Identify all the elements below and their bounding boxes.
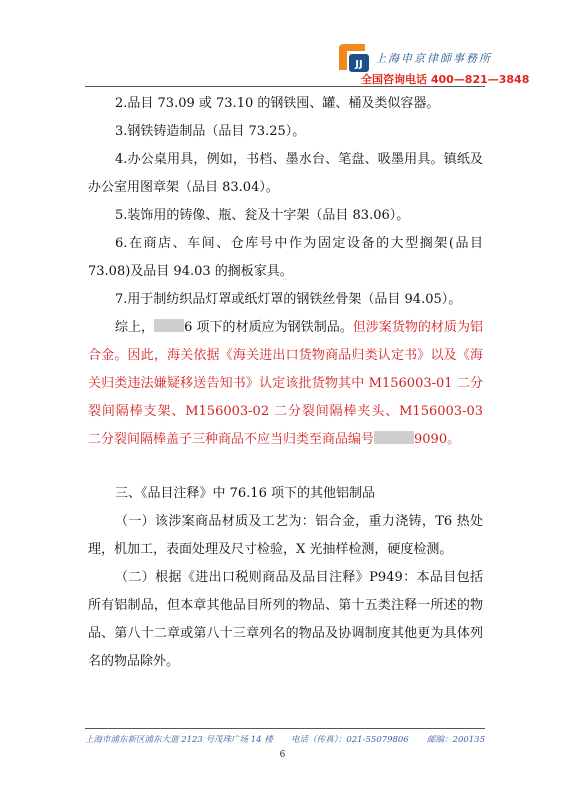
footer-phone: 电话（传真）：021-55079806 [291,735,409,745]
spacer [88,454,483,480]
footer-postcode: 邮编：200135 [427,735,485,745]
list-item-5: 5.装饰用的铸像、瓶、瓮及十字架（品目 83.06）。 [115,208,410,223]
hotline-number: 全国咨询电话 400—821—3848 [361,73,530,86]
summary-prefix: 综上， [115,320,155,335]
page-number: 6 [279,750,286,760]
footer-divider [85,728,485,729]
summary-mid: 6 项下的材质应为钢铁制品。 [184,320,353,335]
body-paragraph: （一）该涉案商品材质及工艺为：铝合金，重力浇铸，T6 热处理，机加工，表面处理及尺寸检验，X 光抽样检测，硬度检测。 [88,514,483,557]
page-header [0,0,565,92]
redaction-block [154,319,184,332]
logo-letters: JJ [355,59,363,70]
list-item-6: 6.在商店、车间、仓库号中作为固定设备的大型搁架(品目 73.08)及品目 94.03 的搁板家具。 [88,236,483,279]
firm-logo-icon [335,42,373,74]
list-item-3: 3.钢铁铸造制品（品目 73.25）。 [115,124,306,139]
list-item-2: 2.品目 73.09 或 73.10 的钢铁囤、罐、桶及类似容器。 [115,96,440,111]
redaction-block [374,431,414,444]
firm-name: 上海申京律師事務所 [375,52,492,65]
section-heading: 三、《品目注释》中 76.16 项下的其他铝制品 [115,486,375,501]
list-item-7: 7.用于制纺织品灯罩或纸灯罩的钢铁丝骨架（品目 94.05）。 [115,292,462,307]
page-footer [85,733,485,745]
summary-paragraph [88,314,483,454]
header-divider [85,86,485,87]
summary-conclusion: 但涉案货物的材质为铝合金。因此，海关依据《海关进出口货物商品归类认定书》以及《海关归类违法嫌疑移送告知书》认定该批货物其中 M156003-01 二分裂间隔棒支架、M156003-02 二分裂间隔棒夹头、M156003-03 二分裂间隔棒盖子三种商品不应当归类至商品编号 [88,320,483,447]
document-body [88,90,483,676]
list-item-4: 4.办公桌用具，例如，书档、墨水台、笔盘、吸墨用具。镇纸及办公室用图章架（品目 83.04）。 [88,152,483,195]
body-paragraph: （二）根据《进出口税则商品及品目注释》P949：本品目包括所有铝制品，但本章其他品目所列的物品、第十五类注释一所述的物品、第八十二章或第八十三章列名的物品及协调制度其他更为具体列名的物品除外。 [88,570,483,669]
summary-end: 9090。 [414,432,461,447]
footer-address: 上海市浦东新区浦东大道 2123 号茂珠广场 14 楼 [85,735,273,745]
